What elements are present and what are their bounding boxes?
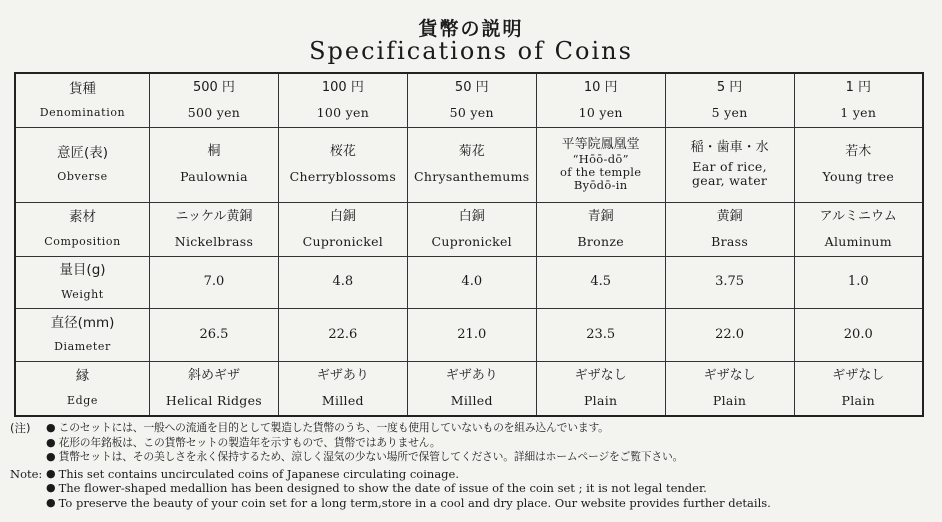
cell-edge-10 [536, 361, 665, 416]
cell-en-line2: of the temple [559, 164, 642, 179]
table-row-obverse [15, 128, 923, 203]
cell-jp: ギザあり [445, 367, 498, 383]
cell-composition-10 [536, 202, 665, 256]
cell-edge-500 [150, 361, 279, 416]
cell-weight-50: 4.0 [407, 256, 536, 308]
note-en-3 [10, 496, 935, 511]
cell-edge-100 [278, 361, 407, 416]
note-text: This set contains uncirculated coins of Japanese circulating coinage. [58, 466, 459, 481]
row-header-denomination [15, 73, 150, 128]
row-header-en: Diameter [54, 340, 111, 354]
cell-weight-100: 4.8 [278, 256, 407, 308]
cell-jp: 若木 [845, 144, 872, 160]
cell-en: Cupronickel [302, 233, 384, 249]
note-text: To preserve the beauty of your coin set for a long term,store in a cool and dry place. Our website provides further details. [58, 495, 771, 510]
cell-en: 5 yen [711, 104, 748, 120]
cell-jp: 菊花 [458, 144, 485, 160]
cell-composition-1 [794, 202, 923, 256]
row-header-jp: 素材 [69, 209, 96, 226]
cell-diameter-500: 26.5 [150, 309, 279, 361]
row-header-edge [15, 361, 150, 416]
cell-en-line1: “Hōō-dō” [572, 151, 629, 166]
cell-diameter-100: 22.6 [278, 309, 407, 361]
note-text: 貨幣セットは、その美しさを永く保持するため、涼しく湿気の少ない場所で保管してください。詳細はホームページをご覧下さい。 [58, 450, 684, 464]
cell-diameter-5: 22.0 [665, 309, 794, 361]
notes-jp-lead: (注) [10, 421, 31, 435]
cell-en: Paulownia [180, 169, 248, 185]
notes-section [10, 421, 935, 511]
cell-weight-5: 3.75 [665, 256, 794, 308]
row-header-en: Denomination [39, 106, 126, 120]
cell-jp: ギザなし [574, 367, 627, 383]
cell-en: Bronze [577, 233, 624, 249]
cell-composition-100 [278, 202, 407, 256]
cell-jp: 桐 [207, 144, 221, 160]
cell-edge-5 [665, 361, 794, 416]
row-header-jp: 直径(mm) [50, 314, 115, 331]
cell-jp: 500 円 [192, 79, 235, 95]
cell-diameter-10: 23.5 [536, 309, 665, 361]
title-japanese: 貨幣の説明 [418, 18, 524, 40]
cell-50-yen [407, 73, 536, 128]
cell-composition-5 [665, 202, 794, 256]
cell-en: Milled [321, 392, 364, 408]
note-text: このセットには、一般への流通を目的として製造した貨幣のうち、一度も使用していないものを組み込んでいます。 [58, 421, 609, 434]
cell-en: Aluminum [824, 233, 892, 249]
cell-obverse-1 [794, 128, 923, 203]
cell-en: Nickelbrass [174, 233, 254, 249]
cell-jp: アルミニウム [819, 208, 897, 224]
cell-en: 500 yen [187, 104, 241, 120]
cell-jp: ギザなし [832, 367, 885, 383]
cell-obverse-5 [665, 128, 794, 203]
cell-jp: 100 円 [321, 79, 364, 95]
row-header-composition [15, 202, 150, 256]
cell-en: 1 yen [840, 104, 877, 120]
row-header-en: Obverse [57, 170, 108, 184]
cell-en: Plain [712, 392, 747, 408]
cell-en: 10 yen [578, 104, 623, 120]
cell-edge-50 [407, 361, 536, 416]
notes-en-lead: Note: [10, 466, 43, 481]
table-row-denomination [15, 73, 923, 128]
row-header-en: Composition [44, 234, 121, 248]
cell-composition-50 [407, 202, 536, 256]
bullet-icon: ● [46, 481, 56, 495]
cell-jp: ギザあり [316, 367, 369, 383]
row-header-jp: 縁 [75, 368, 90, 385]
cell-weight-10: 4.5 [536, 256, 665, 308]
cell-en: Milled [450, 392, 493, 408]
note-text: 花形の年銘板は、この貨幣セットの製造年を示すもので、貨幣ではありません。 [58, 435, 441, 449]
bullet-icon: ● [46, 435, 56, 449]
cell-jp: ニッケル黄銅 [175, 208, 253, 224]
cell-500-yen [150, 73, 279, 128]
cell-en: Helical Ridges [165, 392, 263, 408]
note-en-1 [10, 467, 935, 482]
cell-5-yen [665, 73, 794, 128]
cell-en: Brass [711, 233, 749, 249]
bullet-icon: ● [46, 495, 56, 509]
cell-jp: 50 円 [454, 79, 489, 95]
cell-obverse-50 [407, 128, 536, 203]
note-jp-3 [10, 450, 935, 465]
cell-100-yen [278, 73, 407, 128]
cell-jp: 桜花 [329, 144, 356, 160]
note-jp-1 [10, 421, 935, 436]
row-header-weight [15, 256, 150, 308]
cell-jp: 平等院鳳凰堂 [561, 136, 640, 152]
row-header-jp: 貨種 [69, 80, 96, 97]
row-header-jp: 意匠(表) [56, 144, 109, 161]
bullet-icon: ● [46, 466, 56, 480]
bullet-icon: ● [46, 421, 56, 434]
note-jp-2 [10, 436, 935, 451]
cell-jp: 青銅 [587, 208, 614, 224]
cell-en: Plain [841, 392, 875, 408]
cell-diameter-50: 21.0 [407, 309, 536, 361]
cell-jp: 5 円 [716, 79, 743, 95]
row-header-obverse [15, 128, 150, 203]
cell-jp: 白銅 [458, 208, 485, 224]
cell-obverse-500 [150, 128, 279, 203]
cell-obverse-100 [278, 128, 407, 203]
cell-jp: 白銅 [329, 208, 356, 224]
cell-en: Cupronickel [431, 233, 512, 249]
cell-10-yen [536, 73, 665, 128]
cell-edge-1 [794, 361, 923, 416]
note-en-2 [10, 481, 935, 496]
row-header-en: Weight [61, 287, 104, 301]
cell-en-line1: Ear of rice, [692, 159, 767, 175]
row-header-diameter [15, 309, 150, 361]
title-english: Specifications of Coins [309, 37, 633, 65]
table-row-edge [15, 361, 923, 416]
cell-jp: 黄銅 [716, 208, 743, 224]
cell-weight-500: 7.0 [150, 256, 279, 308]
cell-jp: 10 円 [583, 79, 618, 95]
cell-1-yen [794, 73, 923, 128]
cell-jp: 稲・歯車・水 [690, 140, 769, 156]
cell-composition-500 [150, 202, 279, 256]
cell-en: Plain [583, 392, 618, 408]
table-row-composition [15, 202, 923, 256]
cell-diameter-1: 20.0 [794, 309, 923, 361]
cell-en: Chrysanthemums [414, 169, 530, 185]
cell-jp: 斜めギザ [187, 367, 240, 383]
bullet-icon: ● [46, 450, 56, 464]
cell-en: Young tree [822, 169, 895, 185]
cell-en: 100 yen [316, 104, 370, 120]
specifications-table [14, 72, 924, 417]
cell-jp: 1 円 [845, 79, 871, 95]
table-row-diameter [15, 309, 923, 361]
cell-weight-1: 1.0 [794, 256, 923, 308]
table-row-weight [15, 256, 923, 308]
cell-obverse-10 [536, 128, 665, 203]
cell-en-line2: gear, water [691, 173, 768, 189]
cell-en: 50 yen [449, 104, 494, 120]
cell-en: Cherryblossoms [289, 169, 397, 185]
cell-en-line3: Byōdō-in [573, 178, 628, 193]
cell-jp: ギザなし [703, 367, 756, 383]
note-text: The flower-shaped medallion has been designed to show the date of issue of the coin set ; it is not legal tender. [58, 481, 707, 496]
row-header-jp: 量目(g) [59, 262, 106, 279]
row-header-en: Edge [66, 393, 99, 407]
